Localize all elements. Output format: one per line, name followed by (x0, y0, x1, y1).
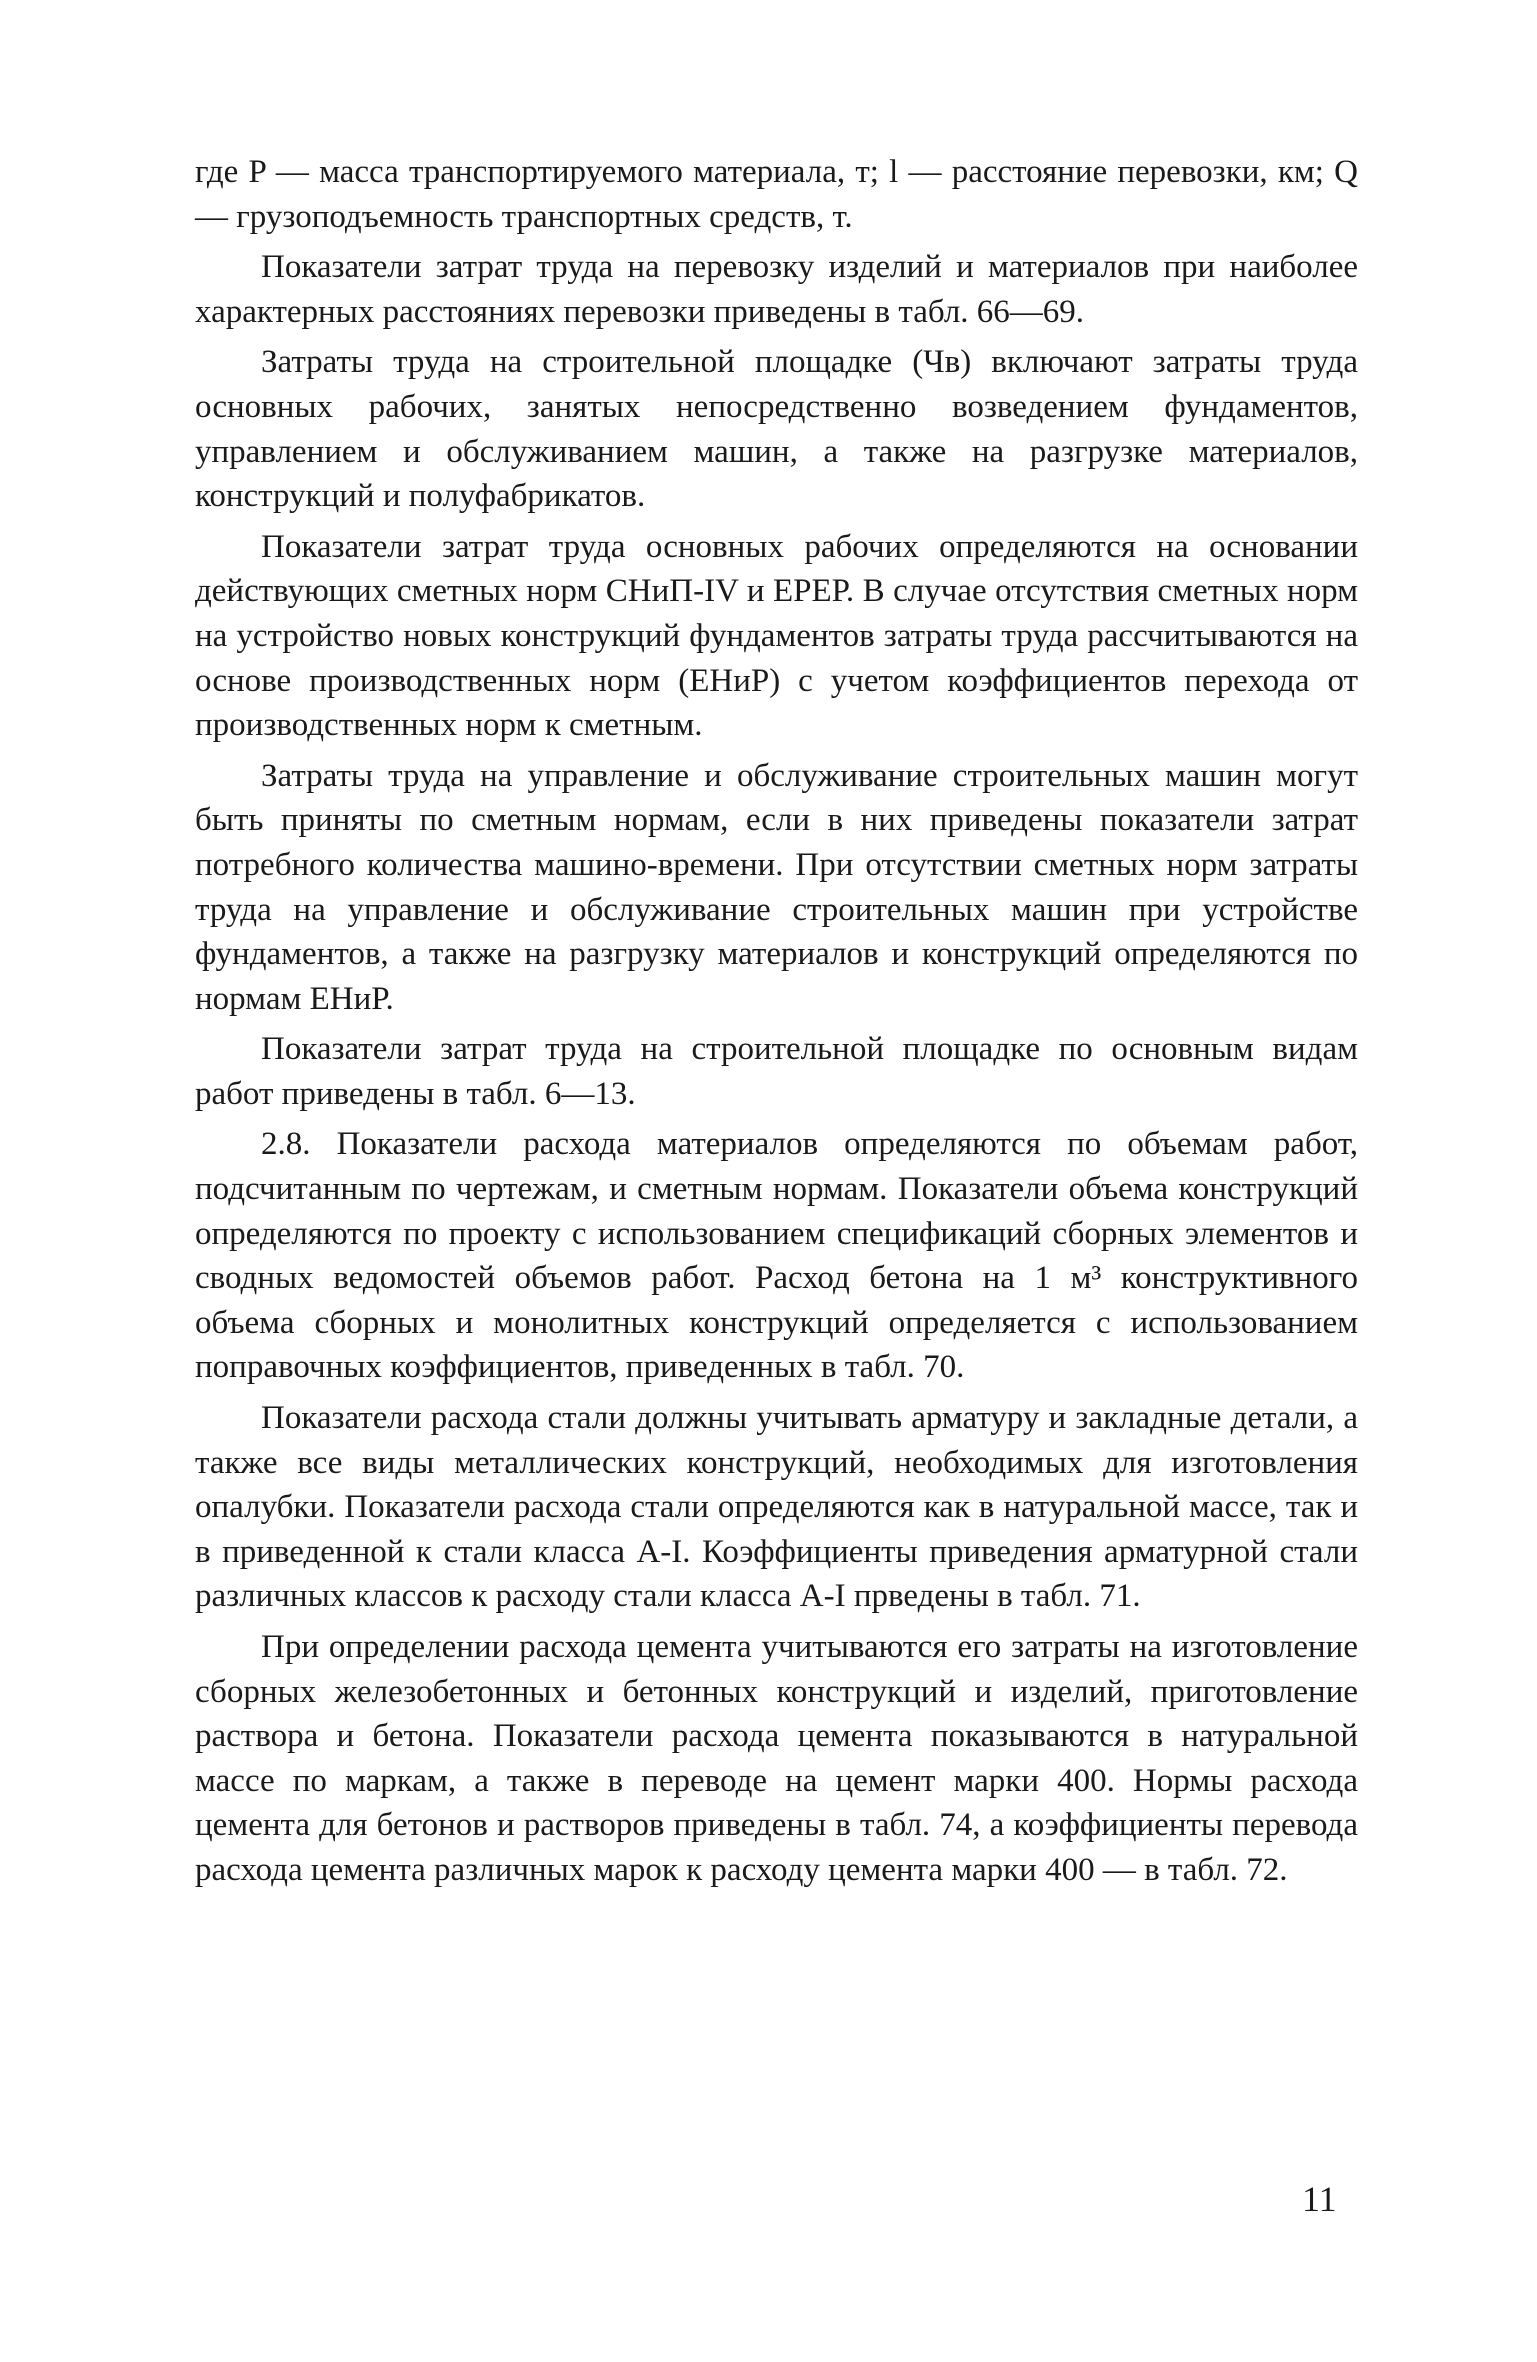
paragraph-main-workers-labor: Показатели затрат труда основных рабочих определяются на основании действующих сметных норм СНиП-IV и ЕРЕР. В случае отсутствия сметных норм на устройство новых конструкций фундаментов затраты труда рассчитываются на основе производственных норм (ЕНиР) с учетом коэффициентов перехода от производственных норм к сметным. (195, 528, 1358, 744)
paragraph-materials-consumption: 2.8. Показатели расхода материалов определяются по объемам работ, подсчитанным по чертежам, и сметным нормам. Показатели объема конструкций определяются по проекту с использованием спецификаций сборных элементов и сводных ведомостей объемов работ. Расход бетона на 1 м³ конструктивного объема сборных и монолитных конструкций определяется с использованием поправочных коэффициентов, приведенных в табл. 70. (195, 1126, 1358, 1386)
body-text (195, 150, 1358, 1899)
paragraph-machine-operation-labor: Затраты труда на управление и обслуживание строительных машин могут быть приняты по сметным нормам, если в них приведены показатели затрат потребного количества машино-времени. При отсутствии сметных норм затраты труда на управление и обслуживание строительных машин при устройстве фундаментов, а также на разгрузку материалов и конструкций определяются по нормам ЕНиР. (195, 757, 1358, 1017)
paragraph-steel-consumption: Показатели расхода стали должны учитывать арматуру и закладные детали, а также все виды металлических конструкций, необходимых для изготовления опалубки. Показатели расхода стали определяются как в натуральной массе, так и в приведенной к стали класса А-I. Коэффициенты приведения арматурной стали различных классов к расходу стали класса А-I прведены в табл. 71. (195, 1400, 1358, 1615)
paragraph-transport-labor: Показатели затрат труда на перевозку изделий и материалов при наиболее характерных расстояниях перевозки приведены в табл. 66—69. (195, 249, 1358, 330)
paragraph-cement-consumption: При определении расхода цемента учитываются его затраты на изготовление сборных железобетонных и бетонных конструкций и изделий, приготовление раствора и бетона. Показатели расхода цемента показываются в натуральной массе по маркам, а также в переводе на цемент марки 400. Нормы расхода цемента для бетонов и растворов приведены в табл. 74, а коэффициенты перевода расхода цемента различных марок к расходу цемента марки 400 — в табл. 72. (195, 1629, 1358, 1888)
page-number: 11 (1302, 2179, 1337, 2219)
paragraph-variable-definitions: где P — масса транспортируемого материала, т; l — расстояние перевозки, км; Q — грузоподъемность транспортных средств, т. (195, 154, 1358, 235)
paragraph-site-labor-tables: Показатели затрат труда на строительной площадке по основным видам работ приведены в табл. 6—13. (195, 1031, 1358, 1112)
paragraph-site-labor: Затраты труда на строительной площадке (Чв) включают затраты труда основных рабочих, занятых непосредственно возведением фундаментов, управлением и обслуживанием машин, а также на разгрузке материалов, конструкций и полуфабрикатов. (195, 344, 1358, 515)
